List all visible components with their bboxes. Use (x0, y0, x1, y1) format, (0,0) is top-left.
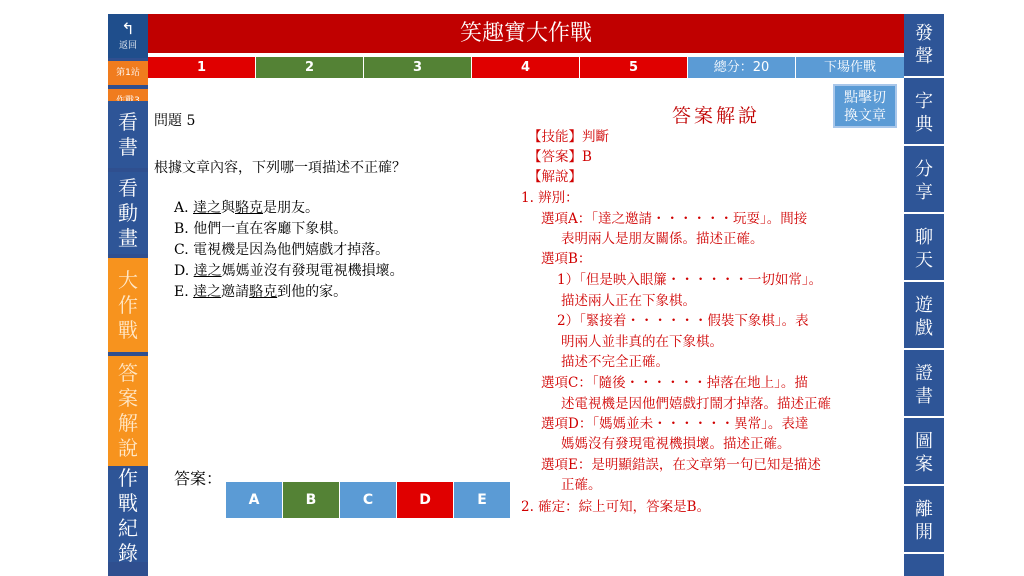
button-char: 聲 (915, 46, 933, 67)
option-E[interactable] (174, 282, 404, 303)
tab-char: 說 (118, 436, 138, 460)
games-button[interactable] (904, 286, 944, 350)
button-char: 聊 (915, 227, 933, 248)
name-underlined: 駱克 (235, 200, 264, 216)
explanation-line: 【解說】 (528, 169, 582, 185)
answer-choice-E[interactable]: E (454, 482, 511, 518)
name-underlined: 達之 (193, 200, 222, 216)
explanation-title: 答案解說 (672, 105, 761, 127)
tab-char: 作 (118, 292, 138, 317)
option-D[interactable] (174, 261, 404, 282)
tab-char: 錄 (118, 541, 138, 565)
name-underlined: 達之 (193, 284, 222, 300)
explanation-line: 媽媽沒有發現電視機損壞。描述正確。 (561, 436, 791, 452)
button-char: 遊 (915, 295, 933, 316)
tab-char: 書 (118, 134, 138, 159)
button-char: 證 (915, 363, 933, 384)
total-score: 總分：20 (688, 57, 796, 78)
option-B[interactable] (174, 219, 404, 240)
explanation-line: 表明兩人是朋友關係。描述正確。 (561, 231, 764, 247)
tab-char: 大 (118, 267, 138, 292)
voice-button[interactable] (904, 14, 944, 78)
button-char: 天 (915, 250, 933, 271)
chat-button[interactable] (904, 218, 944, 282)
option-text: C. 電視機是因為他們嬉戲才掉落。 (174, 242, 390, 258)
round-4-cell: 4 (472, 57, 580, 78)
question-number: 問題 5 (154, 113, 196, 129)
round-3-cell: 3 (364, 57, 472, 78)
explanation-line: 選項A：「達之邀請・・・・・・玩耍」。間接 (541, 211, 808, 227)
tab-char: 動 (118, 200, 138, 225)
option-text: 媽媽並沒有發現電視機損壞。 (221, 263, 404, 279)
tab-char: 看 (118, 175, 138, 200)
explanation-line: 描述兩人正在下象棋。 (561, 293, 696, 309)
button-char: 字 (915, 91, 933, 112)
back-label: 返回 (118, 41, 137, 51)
dictionary-button[interactable] (904, 82, 944, 146)
button-char: 享 (915, 182, 933, 203)
tab-battle-record[interactable] (108, 466, 148, 565)
back-button[interactable] (108, 14, 148, 58)
button-char: 開 (915, 522, 933, 543)
name-underlined: 駱克 (249, 284, 278, 300)
answer-choice-C[interactable]: C (340, 482, 397, 518)
answer-choice-D[interactable]: D (397, 482, 454, 518)
answer-label: 答案： (174, 469, 223, 488)
explanation-line: 述電視機是因他們嬉戲打鬧才掉落。描述正確 (561, 396, 831, 412)
option-text: 邀請 (221, 284, 250, 300)
share-button[interactable] (904, 150, 944, 214)
tab-answer-explanation[interactable] (108, 356, 148, 466)
explanation-line: 【技能】判斷 (528, 129, 609, 145)
round-2-cell: 2 (256, 57, 364, 78)
answer-choices (226, 482, 511, 518)
tab-char: 畫 (118, 225, 138, 250)
question-text: 根據文章內容，下列哪一項描述不正確？ (154, 160, 406, 176)
explanation-line: 1）「但是映入眼簾・・・・・・一切如常」。 (557, 272, 823, 288)
exit-button[interactable] (904, 490, 944, 554)
option-text: E. (174, 284, 194, 300)
tab-char: 案 (118, 386, 138, 410)
station-tag: 第1站 (108, 61, 148, 85)
explanation-line: 正確。 (561, 477, 602, 493)
round-1-cell: 1 (148, 57, 256, 78)
option-C[interactable] (174, 240, 404, 261)
name-underlined: 達之 (193, 263, 222, 279)
button-char: 案 (915, 454, 933, 475)
left-sidebar (108, 14, 148, 576)
switch-label-line1: 點擊切 (844, 90, 886, 106)
explanation-line: 選項E：是明顯錯誤，在文章第一句已知是描述 (541, 457, 821, 473)
explanation-line: 選項C：「隨後・・・・・・掉落在地上」。描 (541, 375, 808, 391)
answer-choice-A[interactable]: A (226, 482, 283, 518)
score-bar (148, 57, 904, 78)
back-arrow-icon: ↰ (121, 19, 135, 38)
button-char: 分 (915, 159, 933, 180)
tab-watch-animation[interactable] (108, 172, 148, 254)
round-5-cell: 5 (580, 57, 688, 78)
option-text: A. (174, 200, 194, 216)
switch-article-button[interactable] (833, 84, 897, 128)
next-battle-button[interactable]: 下場作戰 (796, 57, 904, 78)
option-list (174, 198, 404, 303)
button-char: 圖 (915, 431, 933, 452)
tab-big-battle[interactable] (108, 258, 148, 352)
button-char: 離 (915, 499, 933, 520)
switch-label-line2: 換文章 (844, 108, 886, 124)
explanation-line: 【答案】B (528, 149, 592, 165)
certificate-button[interactable] (904, 354, 944, 418)
app-title: 笑趣寶大作戰 (148, 14, 904, 53)
option-text: B. 他們一直在客廳下象棋。 (174, 221, 348, 237)
pattern-button[interactable] (904, 422, 944, 486)
explanation-line: 選項B： (541, 251, 592, 267)
tab-char: 解 (118, 411, 138, 435)
tab-char: 戰 (118, 317, 138, 342)
explanation-line: 描述不完全正確。 (561, 354, 669, 370)
explanation-line: 1. 辨別： (521, 190, 579, 206)
explanation-line: 明兩人並非真的在下象棋。 (561, 334, 723, 350)
button-char: 典 (915, 114, 933, 135)
explanation-line: 選項D：「媽媽並未・・・・・・異常」。表達 (541, 416, 809, 432)
option-text: 與 (221, 200, 236, 216)
explanation-line: 2. 確定：綜上可知，答案是B。 (521, 499, 711, 515)
tab-char: 作 (118, 466, 138, 490)
tab-char: 答 (118, 361, 138, 385)
option-text: D. (174, 263, 194, 279)
tab-char: 戰 (118, 491, 138, 515)
explanation-line: 2）「緊接着・・・・・・假裝下象棋」。表 (557, 313, 809, 329)
button-char: 書 (915, 386, 933, 407)
button-char: 戲 (915, 318, 933, 339)
right-sidebar (904, 14, 944, 576)
tab-char: 看 (118, 109, 138, 134)
option-A[interactable] (174, 198, 404, 219)
option-text: 是朋友。 (263, 200, 320, 216)
tab-read-book[interactable] (108, 101, 148, 168)
answer-choice-B[interactable]: B (283, 482, 340, 518)
button-char: 發 (915, 23, 933, 44)
option-text: 到他的家。 (277, 284, 348, 300)
tab-char: 紀 (118, 516, 138, 540)
